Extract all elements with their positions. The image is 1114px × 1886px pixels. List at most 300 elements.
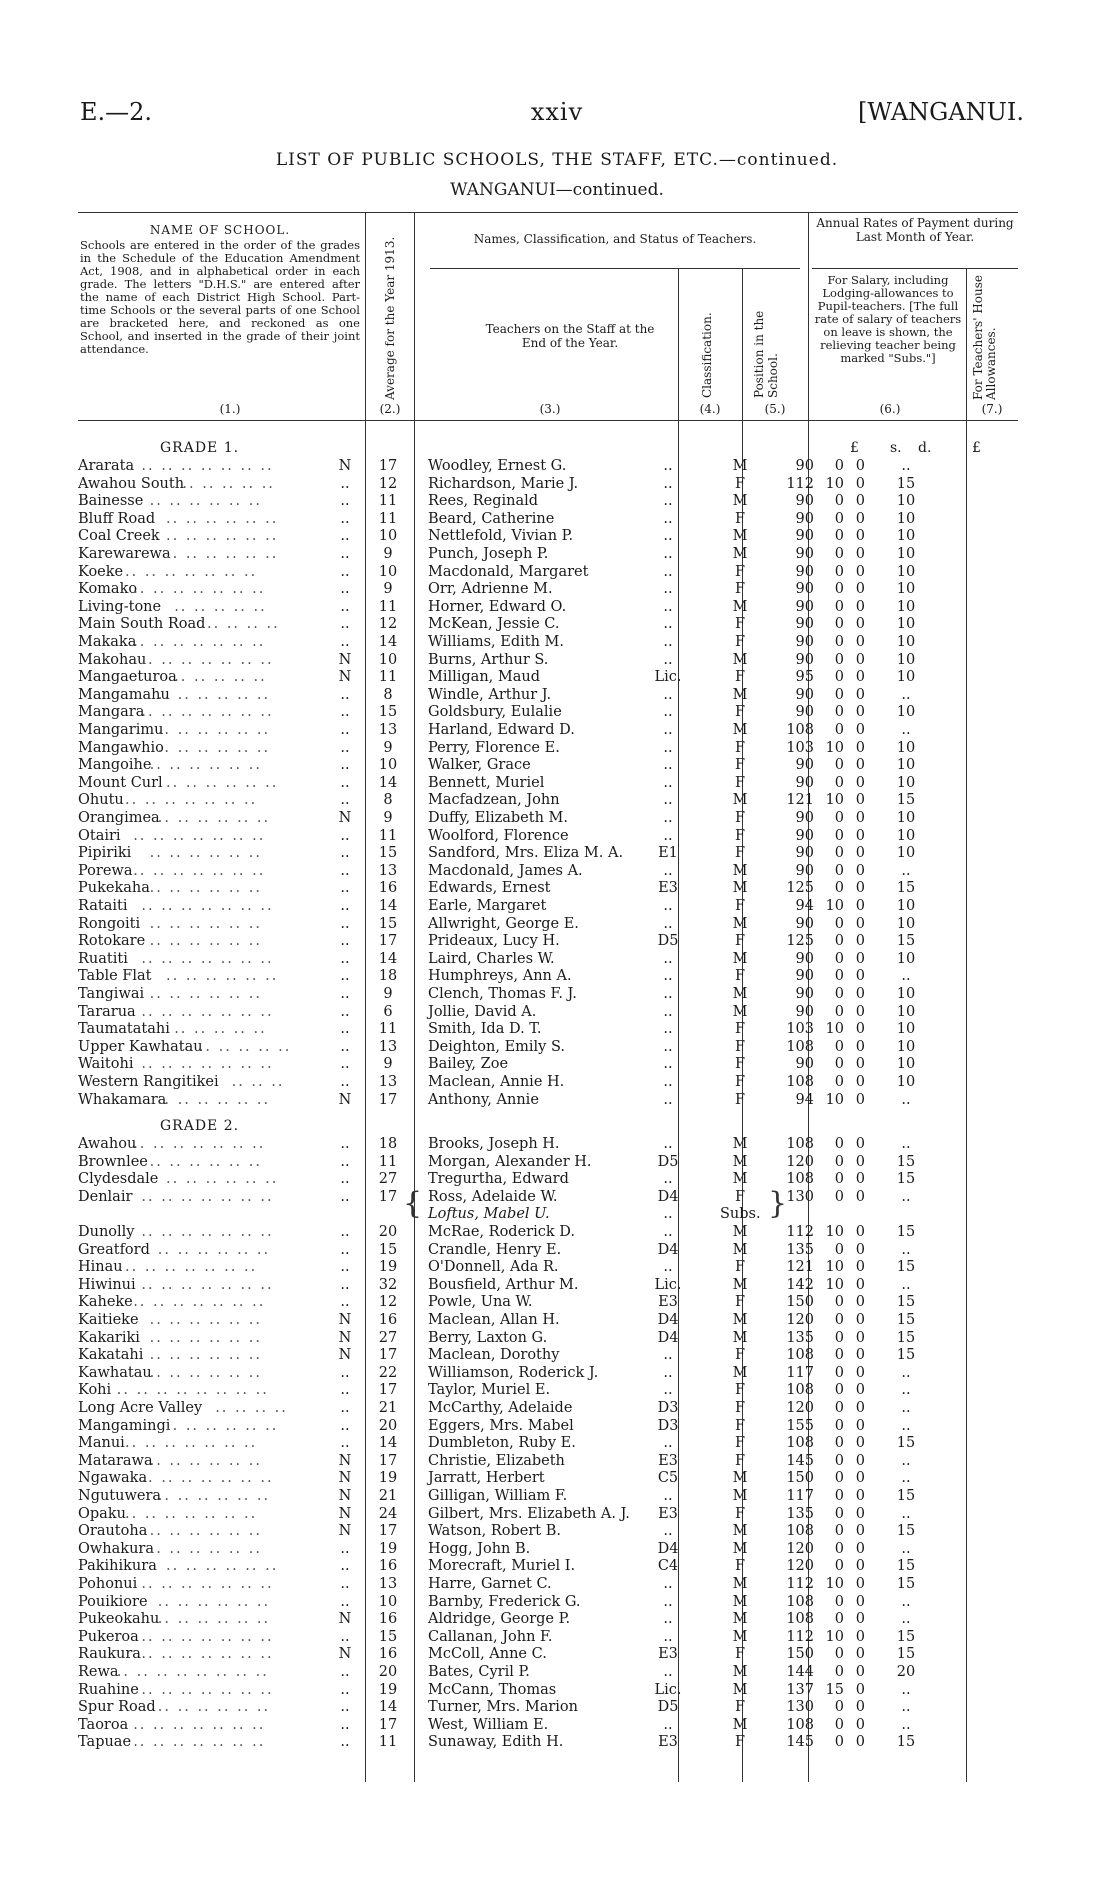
salary-pence: 0 [855,1312,865,1328]
classification: .. [663,616,673,633]
salary-pounds: 94 [795,898,814,914]
school-name: Rataiti [78,898,128,914]
salary-pounds: 130 [786,1188,814,1205]
classification: .. [663,1074,673,1090]
position: M [732,1628,748,1645]
leader-dots: .. .. .. .. .. .. .. [125,1259,258,1276]
teacher-name: Macdonald, Margaret [428,563,589,580]
salary-pounds: 90 [795,651,814,668]
leader-dots: .. .. .. .. .. .. [149,1540,262,1557]
house-allowance: 10 [896,986,916,1002]
average-attendance: 10 [378,528,398,545]
average-attendance: 9 [383,546,393,562]
table-row [78,933,1018,949]
school-name: Rewa [78,1664,119,1680]
classification: .. [663,1038,673,1055]
teacher-name: Earle, Margaret [428,898,547,914]
leader-dots: .. .. .. .. .. [182,475,275,492]
average-attendance: 11 [378,598,398,615]
teacher-name: Williams, Edith M. [428,634,564,650]
leader-dots: .. .. .. .. .. .. [149,1347,262,1364]
average-attendance: 9 [383,1056,393,1073]
teacher-name: Jarratt, Herbert [428,1470,545,1487]
leader-dots: .. .. .. .. .. [174,1021,267,1038]
school-name: Rongoiti [78,915,141,932]
salary-pence: 0 [855,1136,865,1152]
average-attendance: 10 [378,1593,398,1610]
salary-pounds: 90 [795,510,814,527]
classification: .. [663,581,673,598]
school-name: Karewarewa [78,546,171,562]
salary-pounds: 145 [786,1452,814,1469]
house-allowance: .. [901,1382,911,1399]
average-attendance: 10 [378,563,398,580]
salary-pence: 0 [855,616,865,633]
classification: .. [663,704,673,721]
table-row [78,1039,1018,1055]
teacher-name: Loftus, Mabel U. [428,1206,550,1223]
salary-pounds: 90 [795,616,814,633]
salary-pence: 0 [855,1716,865,1733]
teacher-name: Maclean, Dorothy [428,1347,560,1364]
native-flag: .. [340,968,350,985]
salary-pence: 0 [855,739,865,756]
classification: .. [663,563,673,580]
teacher-name: Berry, Laxton G. [428,1329,548,1346]
teacher-name: Watson, Robert B. [428,1523,561,1540]
average-attendance: 13 [378,722,398,738]
salary-pence: 0 [855,1611,865,1628]
house-allowance: 10 [896,774,916,791]
classification: .. [663,598,673,615]
salary-pounds: 90 [795,845,814,862]
house-allowance: 15 [896,1435,916,1452]
position: M [732,1576,748,1592]
salary-pence: 0 [855,1171,865,1188]
school-name: Matarawa [78,1452,153,1469]
salary-shillings: 0 [834,1136,844,1152]
school-name: Tararua [78,1003,136,1020]
house-allowance: .. [901,1470,911,1487]
school-name: Mangarimu [78,722,164,738]
salary-shillings: 10 [825,792,844,809]
school-name: Ruatiti [78,950,128,967]
native-flag: .. [340,1664,350,1680]
position: F [734,845,746,862]
salary-pounds: 108 [786,1435,814,1452]
salary-pence: 0 [855,1664,865,1680]
position: F [734,1505,746,1522]
salary-pounds: 112 [786,1628,814,1645]
average-attendance: 16 [378,1646,398,1663]
table-row [78,1277,1018,1293]
salary-pence: 0 [855,1038,865,1055]
school-name: Orangimea [78,810,160,826]
leader-dots: .. .. .. .. .. .. .. [141,704,274,721]
teacher-name: Morgan, Alexander H. [428,1153,592,1170]
classification: .. [663,739,673,756]
house-allowance: 10 [896,950,916,967]
salary-pounds: 90 [795,915,814,932]
average-attendance: 15 [378,1628,398,1645]
position: M [732,1470,748,1487]
position: M [732,722,748,738]
salary-pence: 0 [855,986,865,1002]
table-row [78,898,1018,914]
position: F [734,1646,746,1663]
leader-dots: .. .. .. .. .. .. .. [125,792,258,809]
col-num-2: (2.) [379,402,401,416]
salary-pence: 0 [855,862,865,879]
school-name: Rotokare [78,933,146,950]
average-attendance: 24 [378,1505,398,1522]
leader-dots: .. .. .. .. .. .. [149,1452,262,1469]
house-allowance: .. [901,1452,911,1469]
average-attendance: 17 [378,933,398,950]
school-name: Table Flat [78,968,152,985]
classification: D4 [657,1540,679,1557]
group-subrule-teachers [430,268,800,269]
leader-dots: .. .. .. .. .. .. .. [141,1224,274,1240]
salary-shillings: 10 [825,1259,844,1276]
native-flag: .. [340,1241,350,1258]
teacher-name: Perry, Florence E. [428,739,560,756]
page-header-left: E.—2. [80,98,153,126]
native-flag: N [338,669,352,686]
average-attendance: 9 [383,986,393,1002]
salary-pence: 0 [855,1505,865,1522]
position: F [734,1074,746,1090]
school-name: Upper Kawhatau [78,1038,203,1055]
header-bottom-rule [78,420,1018,421]
school-name: Pukeroa [78,1628,139,1645]
salary-shillings: 0 [834,528,844,545]
classification: .. [663,1576,673,1592]
school-name: Taoroa [78,1716,129,1733]
average-attendance: 9 [383,581,393,598]
salary-pence: 0 [855,1056,865,1073]
house-allowance: 10 [896,1003,916,1020]
col-teachers-header: Teachers on the Staff at the End of the Year. [485,322,655,350]
house-allowance: 10 [896,581,916,598]
salary-pounds: 135 [786,1329,814,1346]
table-row [78,1347,1018,1363]
native-flag: .. [340,704,350,721]
salary-pence: 0 [855,1347,865,1364]
classification: .. [663,686,673,703]
leader-dots: .. .. .. [231,1074,285,1090]
col-num-1: (1.) [219,402,241,416]
leader-dots: .. .. .. .. .. .. [149,845,262,862]
average-attendance: 19 [378,1540,398,1557]
school-name: Awahou South [78,475,185,492]
grade-heading: GRADE 2. [160,1118,240,1134]
salary-shillings: 0 [834,1716,844,1733]
table-row [78,1541,1018,1557]
position: F [734,1091,746,1108]
position: F [734,475,746,492]
salary-pence: 0 [855,1699,865,1716]
salary-shillings: 0 [834,774,844,791]
native-flag: .. [340,880,350,897]
leader-dots: .. .. .. .. .. .. [157,1593,271,1610]
native-flag: .. [340,862,350,879]
native-flag: N [338,1347,352,1364]
native-flag: N [338,1523,352,1540]
teacher-name: Harre, Garnet C. [428,1576,552,1592]
average-attendance: 32 [378,1276,398,1293]
salary-shillings: 0 [834,634,844,650]
school-name: Orautoha [78,1523,148,1540]
salary-pounds: 90 [795,598,814,615]
house-allowance: 10 [896,528,916,545]
leader-dots: .. .. .. .. .. .. .. [141,1188,274,1205]
native-flag: .. [340,1136,350,1152]
average-attendance: 17 [378,1347,398,1364]
native-flag: .. [340,933,350,950]
salary-shillings: 0 [834,1038,844,1055]
classification: D3 [657,1417,679,1434]
house-allowance: 15 [896,1312,916,1328]
position: M [732,792,748,809]
leader-dots: .. .. .. .. .. .. [149,986,262,1002]
native-flag: .. [340,1417,350,1434]
leader-dots: .. .. .. .. .. .. [149,1523,262,1540]
position: F [734,1400,746,1416]
house-allowance: 15 [896,1259,916,1276]
house-allowance: 20 [896,1664,916,1680]
salary-pence: 0 [855,1188,865,1205]
salary-pounds: 135 [786,1241,814,1258]
classification: E3 [658,1734,678,1751]
native-flag: .. [340,493,350,510]
unit-house-pound: £ [972,440,981,456]
school-name: Koeke [78,563,124,580]
teacher-name: Maclean, Annie H. [428,1074,565,1090]
native-flag: .. [340,774,350,791]
classification: .. [663,458,673,474]
salary-pounds: 90 [795,862,814,879]
salary-shillings: 0 [834,1188,844,1205]
classification: .. [663,1206,673,1223]
house-allowance: .. [901,1716,911,1733]
house-allowance: 10 [896,704,916,721]
salary-shillings: 0 [834,933,844,950]
salary-pounds: 112 [786,1576,814,1592]
position: F [734,1188,746,1205]
house-allowance: 15 [896,1576,916,1592]
salary-pence: 0 [855,722,865,738]
average-attendance: 21 [378,1488,398,1504]
position: M [732,1488,748,1504]
classification: .. [663,950,673,967]
classification: D5 [657,933,679,950]
school-name: Ruahine [78,1681,139,1698]
salary-pounds: 90 [795,986,814,1002]
school-name: Hinau [78,1259,123,1276]
school-name: Kaitieke [78,1312,139,1328]
school-name: Opaku [78,1505,126,1522]
average-attendance: 20 [378,1224,398,1240]
house-allowance: .. [901,1400,911,1416]
position: M [732,1681,748,1698]
school-name: Manui [78,1435,125,1452]
classification: .. [663,986,673,1002]
salary-shillings: 0 [834,722,844,738]
average-attendance: 11 [378,493,398,510]
table-row [78,845,1018,861]
page-number: xxiv [530,98,584,126]
leader-dots: .. .. .. .. .. .. .. [133,1734,266,1751]
school-name: Makohau [78,651,147,668]
table-row [78,1312,1018,1328]
position: M [732,1136,748,1152]
salary-pence: 0 [855,845,865,862]
leader-dots: .. .. .. .. .. .. [157,1488,271,1504]
native-flag: .. [340,1400,350,1416]
table-subtitle: WANGANUI—continued. [450,180,664,200]
teacher-name: Goldsbury, Eulalie [428,704,562,721]
salary-pounds: 90 [795,950,814,967]
school-name: Kohi [78,1382,112,1399]
leader-dots: .. .. .. .. .. .. .. [141,458,274,474]
salary-pence: 0 [855,563,865,580]
leader-dots: .. .. .. .. .. .. [166,1558,279,1575]
average-attendance: 14 [378,898,398,914]
leader-dots: .. .. .. .. .. .. .. .. [116,1664,269,1680]
classification: .. [663,1593,673,1610]
teacher-name: Windle, Arthur J. [428,686,552,703]
unit-shilling: s. [890,440,902,456]
school-name: Kakatahi [78,1347,144,1364]
leader-dots: .. .. .. .. .. .. [149,493,262,510]
classification: .. [663,1488,673,1504]
salary-pounds: 120 [786,1540,814,1557]
teacher-name: Edwards, Ernest [428,880,551,897]
house-allowance: 10 [896,616,916,633]
average-attendance: 13 [378,862,398,879]
native-flag: .. [340,1259,350,1276]
house-allowance: 15 [896,1153,916,1170]
teacher-name: Bousfield, Arthur M. [428,1276,579,1293]
table-row [78,1136,1018,1152]
position: M [732,546,748,562]
school-name: Tangiwai [78,986,145,1002]
leader-dots: .. .. .. .. .. .. [157,722,271,738]
house-allowance: 15 [896,1347,916,1364]
classification: D3 [657,1400,679,1416]
house-allowance: .. [901,686,911,703]
house-allowance: 15 [896,475,916,492]
salary-pence: 0 [855,1400,865,1416]
table-row [78,669,1018,685]
house-allowance: 15 [896,880,916,897]
teacher-name: Bennett, Muriel [428,774,545,791]
teacher-name: Christie, Elizabeth [428,1452,565,1469]
classification: .. [663,1628,673,1645]
teacher-name: McCann, Thomas [428,1681,557,1698]
position: F [734,634,746,650]
position: M [732,950,748,967]
house-allowance: .. [901,458,911,474]
teacher-name: Morecraft, Muriel I. [428,1558,576,1575]
school-name: Kakariki [78,1329,140,1346]
salary-pounds: 121 [786,792,814,809]
position: F [734,774,746,791]
salary-pence: 0 [855,634,865,650]
native-flag: N [338,1329,352,1346]
average-attendance: 12 [378,1294,398,1311]
teacher-name: Ross, Adelaide W. [428,1188,558,1205]
school-name: Bainesse [78,493,144,510]
salary-shillings: 0 [834,986,844,1002]
salary-pence: 0 [855,1435,865,1452]
salary-pence: 0 [855,1646,865,1663]
leader-dots: .. .. .. .. .. .. [149,915,262,932]
average-attendance: 8 [383,792,393,809]
native-flag: N [338,1611,352,1628]
salary-pence: 0 [855,686,865,703]
school-name: Ngawaka [78,1470,148,1487]
salary-shillings: 0 [834,1329,844,1346]
native-flag: N [338,1452,352,1469]
leader-dots: .. .. .. .. .. .. .. [141,1470,274,1487]
house-allowance: .. [901,968,911,985]
salary-pounds: 108 [786,1136,814,1152]
house-allowance: 15 [896,1171,916,1188]
col-average-header: Average for the Year 1913. [383,236,397,400]
school-name: Pipiriki [78,845,132,862]
salary-pounds: 155 [786,1417,814,1434]
leader-dots: .. .. .. .. .. .. .. [133,634,266,650]
position: M [732,651,748,668]
table-row [78,1435,1018,1451]
teacher-name: Duffy, Elizabeth M. [428,810,568,826]
leader-dots: .. .. .. .. .. .. .. [125,1435,258,1452]
classification: D4 [657,1241,679,1258]
native-flag: .. [340,1435,350,1452]
classification: .. [663,1716,673,1733]
position: M [732,1364,748,1381]
teacher-name: Horner, Edward O. [428,598,567,615]
native-flag: .. [340,1224,350,1240]
salary-pence: 0 [855,1593,865,1610]
salary-pence: 0 [855,1540,865,1557]
salary-pounds: 90 [795,563,814,580]
average-attendance: 12 [378,475,398,492]
leader-dots: .. .. .. .. .. .. .. [133,1716,266,1733]
position: F [734,739,746,756]
table-title: LIST OF PUBLIC SCHOOLS, THE STAFF, ETC.—continued. [275,150,839,170]
position: F [734,1021,746,1038]
salary-shillings: 0 [834,1435,844,1452]
col-name-title: NAME OF SCHOOL. [149,223,291,237]
position: F [734,757,746,774]
average-attendance: 15 [378,1241,398,1258]
native-flag: N [338,1091,352,1108]
table-row [78,1453,1018,1469]
native-flag: .. [340,845,350,862]
salary-pounds: 90 [795,528,814,545]
native-flag: .. [340,1188,350,1205]
salary-pounds: 145 [786,1734,814,1751]
house-allowance: 15 [896,1224,916,1240]
salary-shillings: 0 [834,493,844,510]
average-attendance: 13 [378,1038,398,1055]
leader-dots: .. .. .. .. .. [198,1038,292,1055]
classification: D5 [657,1153,679,1170]
house-allowance: 15 [896,1734,916,1751]
